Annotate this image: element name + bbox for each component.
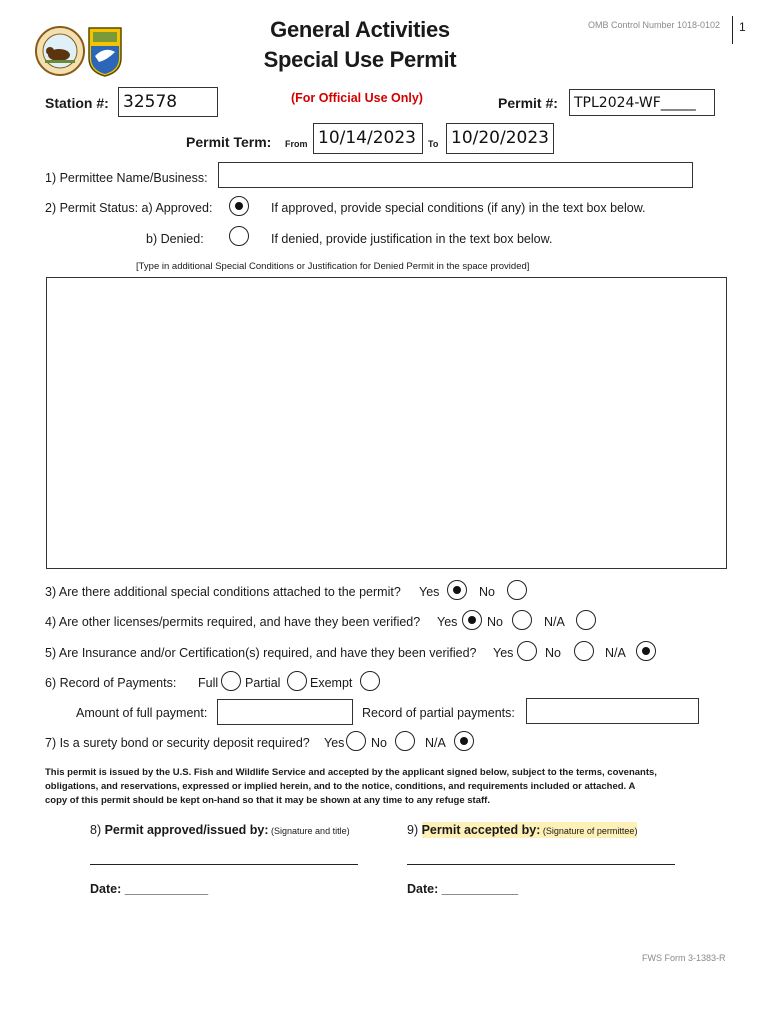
sig9-signature-line[interactable] xyxy=(407,850,675,865)
q6-exempt-label: Exempt xyxy=(310,676,353,690)
term-to-field[interactable]: 10/20/2023 xyxy=(446,123,554,154)
sig8-title: Permit approved/issued by: xyxy=(104,823,269,837)
sig8-signature-line[interactable] xyxy=(90,850,358,865)
denied-radio[interactable] xyxy=(229,226,249,246)
sig9-date[interactable]: Date: ___________ xyxy=(407,882,519,896)
conditions-textarea[interactable] xyxy=(46,277,727,569)
q3-label: 3) Are there additional special conditions attached to the permit? xyxy=(45,585,401,599)
page-number-divider xyxy=(732,16,733,44)
q4-no-radio[interactable] xyxy=(512,610,532,630)
permit-number-label: Permit #: xyxy=(498,95,558,111)
sig9-number: 9) xyxy=(407,823,422,837)
station-field[interactable]: 32578 xyxy=(118,87,218,117)
q3-yes-radio[interactable] xyxy=(447,580,467,600)
form-title xyxy=(222,15,498,75)
page-number: 1 xyxy=(739,20,746,34)
q6-partial-radio[interactable] xyxy=(287,671,307,691)
form-number: FWS Form 3-1383-R xyxy=(642,953,726,963)
q5-yes-label: Yes xyxy=(493,646,514,660)
partial-payments-label: Record of partial payments: xyxy=(362,706,515,720)
q3-no-radio[interactable] xyxy=(507,580,527,600)
full-payment-label: Amount of full payment: xyxy=(76,706,208,720)
q5-na-label: N/A xyxy=(605,646,626,660)
station-label: Station #: xyxy=(45,95,109,111)
q4-yes-radio[interactable] xyxy=(462,610,482,630)
doi-seal-logo xyxy=(35,24,85,78)
q6-partial-label: Partial xyxy=(245,676,281,690)
q3-no-label: No xyxy=(479,585,495,599)
q6-full-radio[interactable] xyxy=(221,671,241,691)
q6-full-label: Full xyxy=(198,676,219,690)
q5-no-label: No xyxy=(545,646,561,660)
title-line-1: General Activities xyxy=(270,17,450,42)
sig8-date[interactable]: Date: ____________ xyxy=(90,882,209,896)
permit-statement xyxy=(45,766,735,808)
usfws-shield-logo xyxy=(87,26,123,78)
term-from-label: From xyxy=(285,139,308,149)
term-to-label: To xyxy=(428,139,439,149)
omb-control-number: OMB Control Number 1018-0102 xyxy=(588,20,721,30)
q7-no-label: No xyxy=(371,736,387,750)
permittee-name-label: 1) Permittee Name/Business: xyxy=(45,171,208,185)
sig8-number: 8) xyxy=(90,823,105,837)
partial-payments-field[interactable] xyxy=(526,698,699,724)
denied-instruction: If denied, provide justification in the text box below. xyxy=(271,232,553,246)
q5-no-radio[interactable] xyxy=(574,641,594,661)
q4-label: 4) Are other licenses/permits required, and have they been verified? xyxy=(45,615,421,629)
approved-instruction: If approved, provide special conditions (if any) in the text box below. xyxy=(271,201,646,215)
q7-yes-label: Yes xyxy=(324,736,345,750)
q4-no-label: No xyxy=(487,615,503,629)
approved-radio[interactable] xyxy=(229,196,249,216)
sig9-note: (Signature of permittee) xyxy=(540,826,638,836)
statement-line-2: obligations, and reservations, expressed or implied herein, and to the notice, conditions, and requirements included or attached. A xyxy=(45,781,636,792)
permittee-name-field[interactable] xyxy=(218,162,693,188)
official-use-label: (For Official Use Only) xyxy=(291,91,423,105)
permit-term-label: Permit Term: xyxy=(186,134,272,150)
q5-na-radio[interactable] xyxy=(636,641,656,661)
q6-exempt-radio[interactable] xyxy=(360,671,380,691)
q6-label: 6) Record of Payments: xyxy=(45,676,177,690)
q5-label: 5) Are Insurance and/or Certification(s) required, and have they been verified? xyxy=(45,646,477,660)
q7-no-radio[interactable] xyxy=(395,731,415,751)
title-line-2: Special Use Permit xyxy=(263,47,457,72)
term-from-field[interactable]: 10/14/2023 xyxy=(313,123,423,154)
permit-number-field[interactable]: TPL2024-WF_____ xyxy=(569,89,715,116)
q7-na-radio[interactable] xyxy=(454,731,474,751)
sig8-note: (Signature and title) xyxy=(268,826,350,836)
q7-na-label: N/A xyxy=(425,736,446,750)
permit-status-approved-label: 2) Permit Status: a) Approved: xyxy=(45,201,213,215)
q4-na-radio[interactable] xyxy=(576,610,596,630)
q4-yes-label: Yes xyxy=(437,615,458,629)
conditions-instruction: [Type in additional Special Conditions or Justification for Denied Permit in the space provided] xyxy=(136,261,530,272)
q5-yes-radio[interactable] xyxy=(517,641,537,661)
full-payment-field[interactable] xyxy=(217,699,353,725)
q7-label: 7) Is a surety bond or security deposit required? xyxy=(45,736,310,750)
q4-na-label: N/A xyxy=(544,615,565,629)
q3-yes-label: Yes xyxy=(419,585,440,599)
sig9-title: Permit accepted by: xyxy=(421,823,541,837)
q7-yes-radio[interactable] xyxy=(346,731,366,751)
permit-status-denied-label: b) Denied: xyxy=(146,232,204,246)
sig8-heading xyxy=(90,823,350,837)
sig9-heading xyxy=(407,823,637,837)
statement-line-3: copy of this permit should be kept on-hand so that it may be shown at any time to any refuge staff. xyxy=(45,795,490,806)
statement-line-1: This permit is issued by the U.S. Fish and Wildlife Service and accepted by the applicant signed below, subject to the terms, covenants, xyxy=(45,767,657,778)
